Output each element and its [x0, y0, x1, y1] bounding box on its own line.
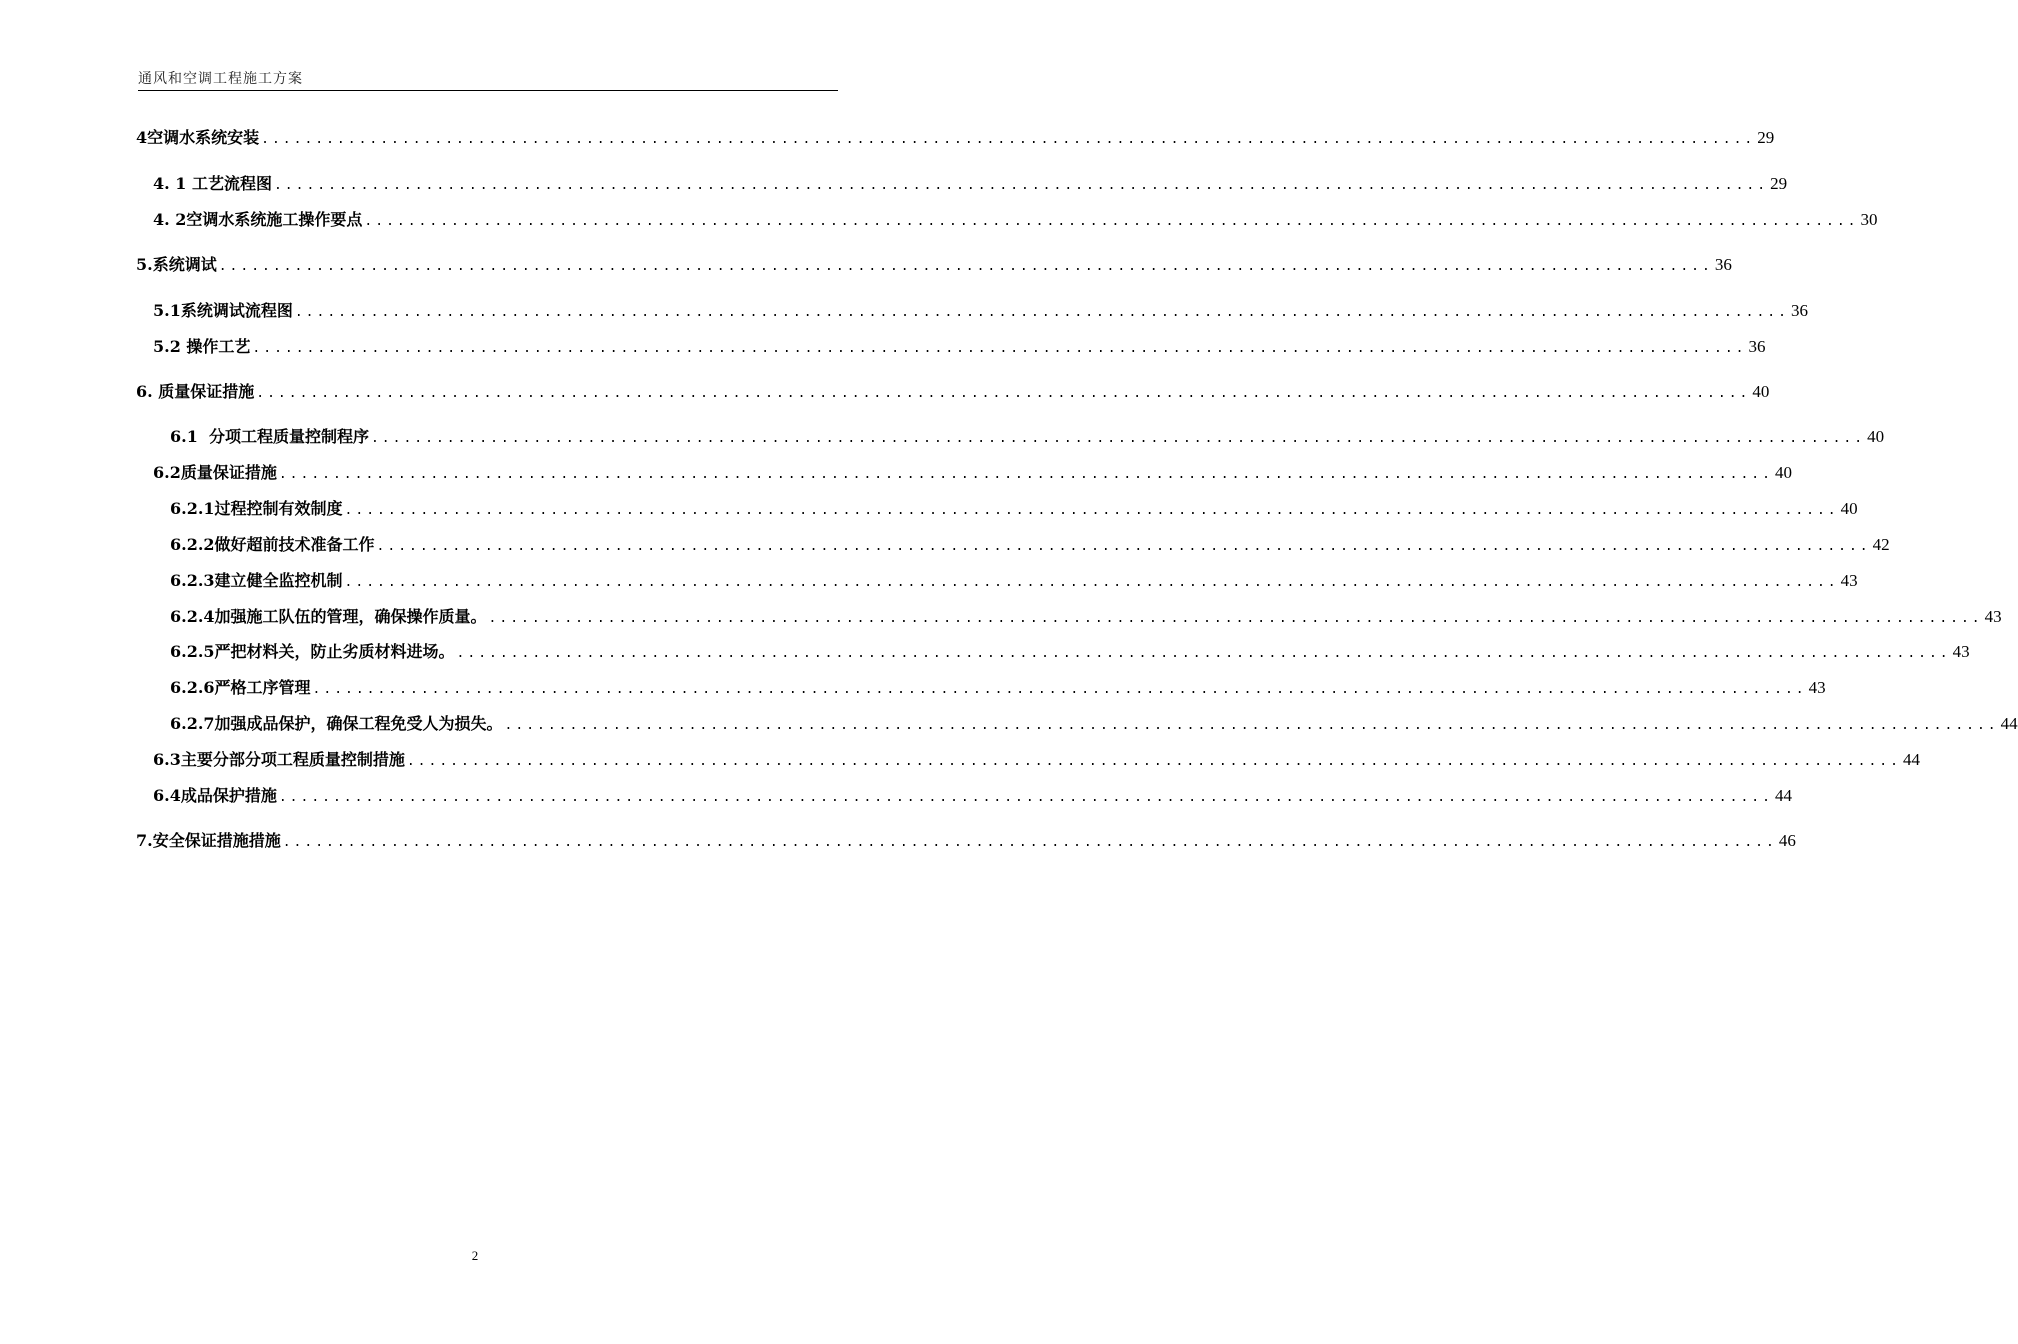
- toc-entry-page: 36: [1748, 337, 1766, 356]
- toc-entry-page: 44: [1902, 750, 1920, 769]
- toc-entry-page: 43: [1808, 678, 1826, 697]
- toc-entry-title: 6.3主要分部分项工程质量控制措施: [153, 750, 405, 769]
- toc-entry-title: 6.2.6严格工序管理: [170, 678, 311, 697]
- toc-entry-title: 4. 1 工艺流程图: [153, 174, 272, 193]
- toc-entry[interactable]: [170, 712, 2018, 736]
- toc-entry-page: 29: [1757, 128, 1775, 147]
- toc-entry-title: 6.2.1过程控制有效制度: [170, 499, 343, 518]
- toc-leader-dots: ..........................................................................................................................................: [252, 341, 1747, 356]
- toc-entry[interactable]: [153, 461, 1792, 485]
- page-header: [138, 66, 838, 91]
- toc-entry[interactable]: [153, 335, 1766, 359]
- toc-leader-dots: ..........................................................................................................................................: [294, 305, 1789, 320]
- toc-leader-dots: ..........................................................................................................................................: [256, 386, 1751, 401]
- toc-entry[interactable]: [170, 605, 2002, 629]
- toc-entry-page: 44: [1774, 786, 1792, 805]
- toc-leader-dots: ..........................................................................................................................................: [370, 431, 1866, 446]
- toc-entry-title: 6.1 分项工程质量控制程序: [170, 427, 369, 446]
- toc-entry-page: 44: [2000, 714, 2018, 733]
- toc-entry-page: 42: [1872, 535, 1890, 554]
- toc-entry-page: 40: [1752, 382, 1770, 401]
- toc-entry-title: 5.1系统调试流程图: [153, 301, 293, 320]
- toc-leader-dots: ..........................................................................................................................................: [344, 575, 1839, 590]
- toc-entry[interactable]: [170, 569, 1858, 593]
- toc-leader-dots: ..........................................................................................................................................: [364, 214, 1859, 229]
- toc-entry-title: 6.2.4加强施工队伍的管理，确保操作质量。: [170, 607, 487, 626]
- toc-entry[interactable]: [153, 172, 1788, 196]
- toc-leader-dots: ..........................................................................................................................................: [488, 611, 1983, 626]
- toc-leader-dots: ..........................................................................................................................................: [376, 539, 1871, 554]
- toc-entry-title: 4空调水系统安装: [136, 128, 260, 147]
- toc-entry[interactable]: [136, 253, 1732, 277]
- page-number: 2: [471, 1248, 479, 1263]
- toc-entry-title: 6.4成品保护措施: [153, 786, 277, 805]
- toc-entry[interactable]: [136, 126, 1775, 150]
- toc-entry-page: 30: [1860, 210, 1878, 229]
- toc-leader-dots: ..........................................................................................................................................: [273, 178, 1769, 193]
- toc-leader-dots: ..........................................................................................................................................: [278, 790, 1773, 805]
- toc-entry-page: 40: [1774, 463, 1792, 482]
- toc-entry[interactable]: [136, 829, 1796, 853]
- toc-entry-title: 6. 质量保证措施: [136, 382, 255, 401]
- toc-entry[interactable]: [153, 299, 1808, 323]
- toc-entry-title: 6.2.2做好超前技术准备工作: [170, 535, 375, 554]
- toc-entry-title: 5.系统调试: [136, 255, 217, 274]
- toc-leader-dots: ..........................................................................................................................................: [261, 132, 1756, 147]
- toc-entry-page: 43: [1840, 571, 1858, 590]
- toc-entry[interactable]: [170, 497, 1858, 521]
- toc-leader-dots: ..........................................................................................................................................: [456, 646, 1951, 661]
- toc-entry[interactable]: [170, 425, 1885, 449]
- toc-entry-title: 6.2.7加强成品保护，确保工程免受人为损失。: [170, 714, 503, 733]
- toc-entry[interactable]: [170, 533, 1890, 557]
- toc-entry-page: 43: [1952, 642, 1970, 661]
- toc-entry-page: 29: [1770, 174, 1788, 193]
- toc-entry-page: 43: [1984, 607, 2002, 626]
- toc-entry-title: 6.2质量保证措施: [153, 463, 277, 482]
- toc-leader-dots: ..........................................................................................................................................: [406, 754, 1901, 769]
- toc-entry[interactable]: [136, 380, 1770, 404]
- toc-entry-page: 40: [1867, 427, 1885, 446]
- toc-entry-page: 36: [1714, 255, 1732, 274]
- toc-entry-page: 40: [1840, 499, 1858, 518]
- toc-entry-title: 6.2.3建立健全监控机制: [170, 571, 343, 590]
- header-title: 通风和空调工程施工方案: [138, 71, 303, 87]
- toc-entry-page: 46: [1778, 831, 1796, 850]
- toc-leader-dots: ..........................................................................................................................................: [218, 259, 1713, 274]
- toc-entry[interactable]: [153, 208, 1878, 232]
- toc-leader-dots: ..........................................................................................................................................: [282, 835, 1777, 850]
- toc-entry-title: 4. 2空调水系统施工操作要点: [153, 210, 363, 229]
- toc-entry[interactable]: [153, 784, 1792, 808]
- toc-leader-dots: ..........................................................................................................................................: [504, 718, 1999, 733]
- toc-entry-page: 36: [1790, 301, 1808, 320]
- toc-entry-title: 7.安全保证措施措施: [136, 831, 281, 850]
- toc-leader-dots: ..........................................................................................................................................: [344, 503, 1839, 518]
- toc-entry-title: 5.2 操作工艺: [153, 337, 251, 356]
- toc-entry[interactable]: [170, 640, 1970, 664]
- toc-leader-dots: ..........................................................................................................................................: [278, 467, 1773, 482]
- toc-entry[interactable]: [170, 676, 1826, 700]
- toc-leader-dots: ..........................................................................................................................................: [312, 682, 1807, 697]
- toc-entry[interactable]: [153, 748, 1920, 772]
- toc-entry-title: 6.2.5严把材料关，防止劣质材料进场。: [170, 642, 455, 661]
